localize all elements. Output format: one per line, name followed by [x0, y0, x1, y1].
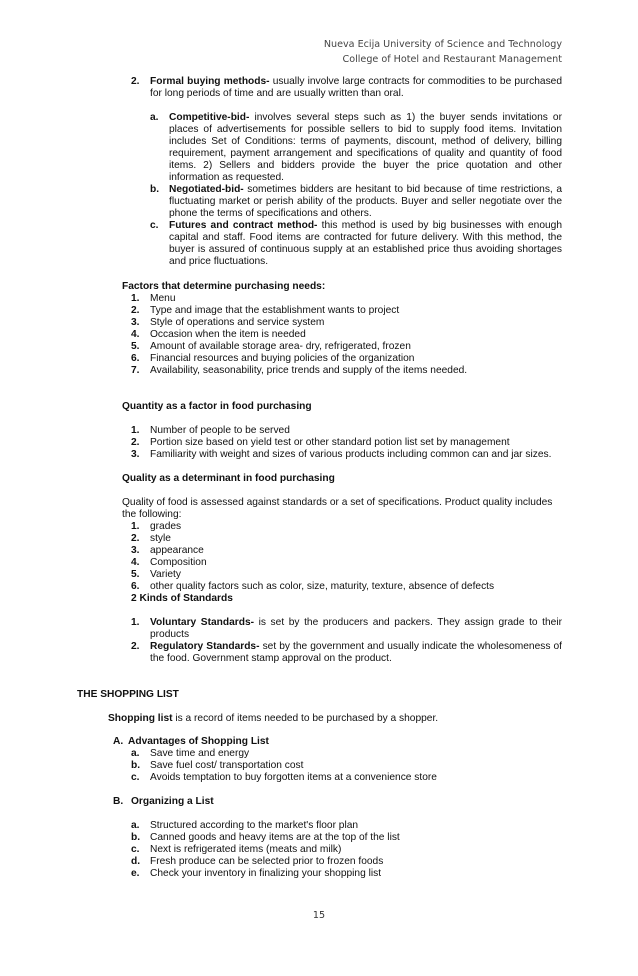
organize-item: Next is refrigerated items (meats and milk)	[150, 844, 342, 855]
shopping-heading: THE SHOPPING LIST	[77, 689, 179, 700]
formal-c-letter: c.	[150, 220, 159, 231]
header-university: Nueva Ecija University of Science and Technology	[323, 39, 562, 50]
formal-c-text: this method is used by big businesses with enough capital and staff. Food items are contracted for future delivery. With this method, the buyer is assured of continuous supply at an established price thus avoiding shortages and price fluctuations.	[169, 220, 562, 267]
quality-item: appearance	[150, 545, 204, 556]
organize-letter: b.	[131, 832, 141, 843]
quantity-heading: Quantity as a factor in food purchasing	[122, 401, 312, 412]
formal-a-title: Competitive-bid-	[169, 112, 250, 123]
standard-regulatory	[150, 641, 562, 665]
page-number: 15	[312, 910, 326, 921]
factor-number: 2.	[131, 305, 140, 316]
advantage-letter: c.	[131, 772, 140, 783]
factor-item: Financial resources and buying policies of the organization	[150, 353, 415, 364]
section-b-title: Organizing a List	[131, 796, 214, 807]
quality-number: 6.	[131, 581, 140, 592]
quality-item: style	[150, 533, 171, 544]
standard-text: set by the government and usually indicate the wholesomeness of the food. Government stamp approval on the product.	[150, 641, 562, 664]
quality-item: grades	[150, 521, 182, 532]
factor-item: Type and image that the establishment wants to project	[150, 305, 400, 316]
formal-b-letter: b.	[150, 184, 160, 195]
organize-letter: e.	[131, 868, 140, 879]
standards-heading: 2 Kinds of Standards	[131, 593, 233, 604]
factor-number: 3.	[131, 317, 140, 328]
factor-item: Occasion when the item is needed	[150, 329, 306, 340]
shopping-definition	[108, 713, 438, 725]
section-a-label: A.	[113, 736, 124, 747]
factor-item: Menu	[150, 293, 176, 304]
factor-number: 6.	[131, 353, 140, 364]
advantage-item: Save time and energy	[150, 748, 250, 759]
factors-heading: Factors that determine purchasing needs:	[122, 281, 326, 292]
formal-c-title: Futures and contract method-	[169, 220, 318, 231]
formal-a-letter: a.	[150, 112, 159, 123]
factor-number: 7.	[131, 365, 140, 376]
formal-a-paragraph	[169, 112, 562, 184]
formal-c-paragraph	[169, 220, 562, 268]
shopping-def-text: is a record of items needed to be purchased by a shopper.	[172, 713, 439, 724]
formal-number: 2.	[131, 76, 140, 87]
header-college: College of Hotel and Restaurant Management	[342, 54, 562, 65]
formal-b-title: Negotiated-bid-	[169, 184, 244, 195]
factor-number: 5.	[131, 341, 140, 352]
factor-number: 1.	[131, 293, 140, 304]
advantage-item: Save fuel cost/ transportation cost	[150, 760, 304, 771]
quality-number: 4.	[131, 557, 140, 568]
quantity-number: 1.	[131, 425, 140, 436]
quality-number: 2.	[131, 533, 140, 544]
quality-number: 5.	[131, 569, 140, 580]
formal-paragraph	[150, 76, 562, 100]
quantity-item: Number of people to be served	[150, 425, 290, 436]
section-b-label: B.	[113, 796, 124, 807]
advantage-letter: a.	[131, 748, 140, 759]
standard-number: 1.	[131, 617, 140, 628]
factor-item: Availability, seasonability, price trends and supply of the items needed.	[150, 365, 468, 376]
quality-item: other quality factors such as color, size, maturity, texture, absence of defects	[150, 581, 495, 592]
standard-title: Regulatory Standards-	[150, 641, 260, 652]
quality-intro: Quality of food is assessed against standards or a set of specifications. Product quality includes the following:	[122, 497, 553, 520]
organize-item: Canned goods and heavy items are at the top of the list	[150, 832, 400, 843]
factor-number: 4.	[131, 329, 140, 340]
factor-item: Style of operations and service system	[150, 317, 325, 328]
formal-a-text: involves several steps such as 1) the buyer sends invitations or places of advertisements for possible sellers to bid to supply food items. Invitation includes Set of Conditions: terms of payments, discount, method of delivery, billing requirement, payment arrangement and specifications of quality and quantity of food items. 2) Sellers and bidders provide the buyer the price quotation and other information as requested.	[169, 112, 562, 183]
shopping-def-title: Shopping list	[108, 713, 173, 724]
quantity-item: Portion size based on yield test or other standard potion list set by management	[150, 437, 510, 448]
quality-item: Composition	[150, 557, 207, 568]
quantity-number: 2.	[131, 437, 140, 448]
formal-title: Formal buying methods-	[150, 76, 270, 87]
formal-b-text: sometimes bidders are hesitant to bid because of time restrictions, a fluctuating market or perish ability of the products. Buyer and seller negotiate over the phone the terms of specifications and others.	[169, 184, 562, 219]
quality-number: 3.	[131, 545, 140, 556]
advantage-item: Avoids temptation to buy forgotten items at a convenience store	[150, 772, 437, 783]
formal-text: usually involve large contracts for commodities to be purchased for long periods of time and are usually written than oral.	[150, 76, 562, 99]
section-a-title: Advantages of Shopping List	[128, 736, 269, 747]
standard-voluntary	[150, 617, 562, 641]
quantity-item: Familiarity with weight and sizes of various products including common can and jar sizes.	[150, 449, 552, 460]
factor-item: Amount of available storage area- dry, refrigerated, frozen	[150, 341, 411, 352]
organize-letter: d.	[131, 856, 141, 867]
quality-number: 1.	[131, 521, 140, 532]
standard-number: 2.	[131, 641, 140, 652]
quality-item: Variety	[150, 569, 181, 580]
standard-text: is set by the producers and packers. They assign grade to their products	[150, 617, 562, 640]
standard-title: Voluntary Standards-	[150, 617, 255, 628]
organize-item: Check your inventory in finalizing your shopping list	[150, 868, 382, 879]
advantage-letter: b.	[131, 760, 141, 771]
organize-item: Fresh produce can be selected prior to frozen foods	[150, 856, 384, 867]
quantity-number: 3.	[131, 449, 140, 460]
quality-heading: Quality as a determinant in food purchasing	[122, 473, 335, 484]
organize-item: Structured according to the market's floor plan	[150, 820, 359, 831]
page-header	[324, 37, 562, 67]
organize-letter: c.	[131, 844, 140, 855]
formal-b-paragraph	[169, 184, 562, 220]
organize-letter: a.	[131, 820, 140, 831]
